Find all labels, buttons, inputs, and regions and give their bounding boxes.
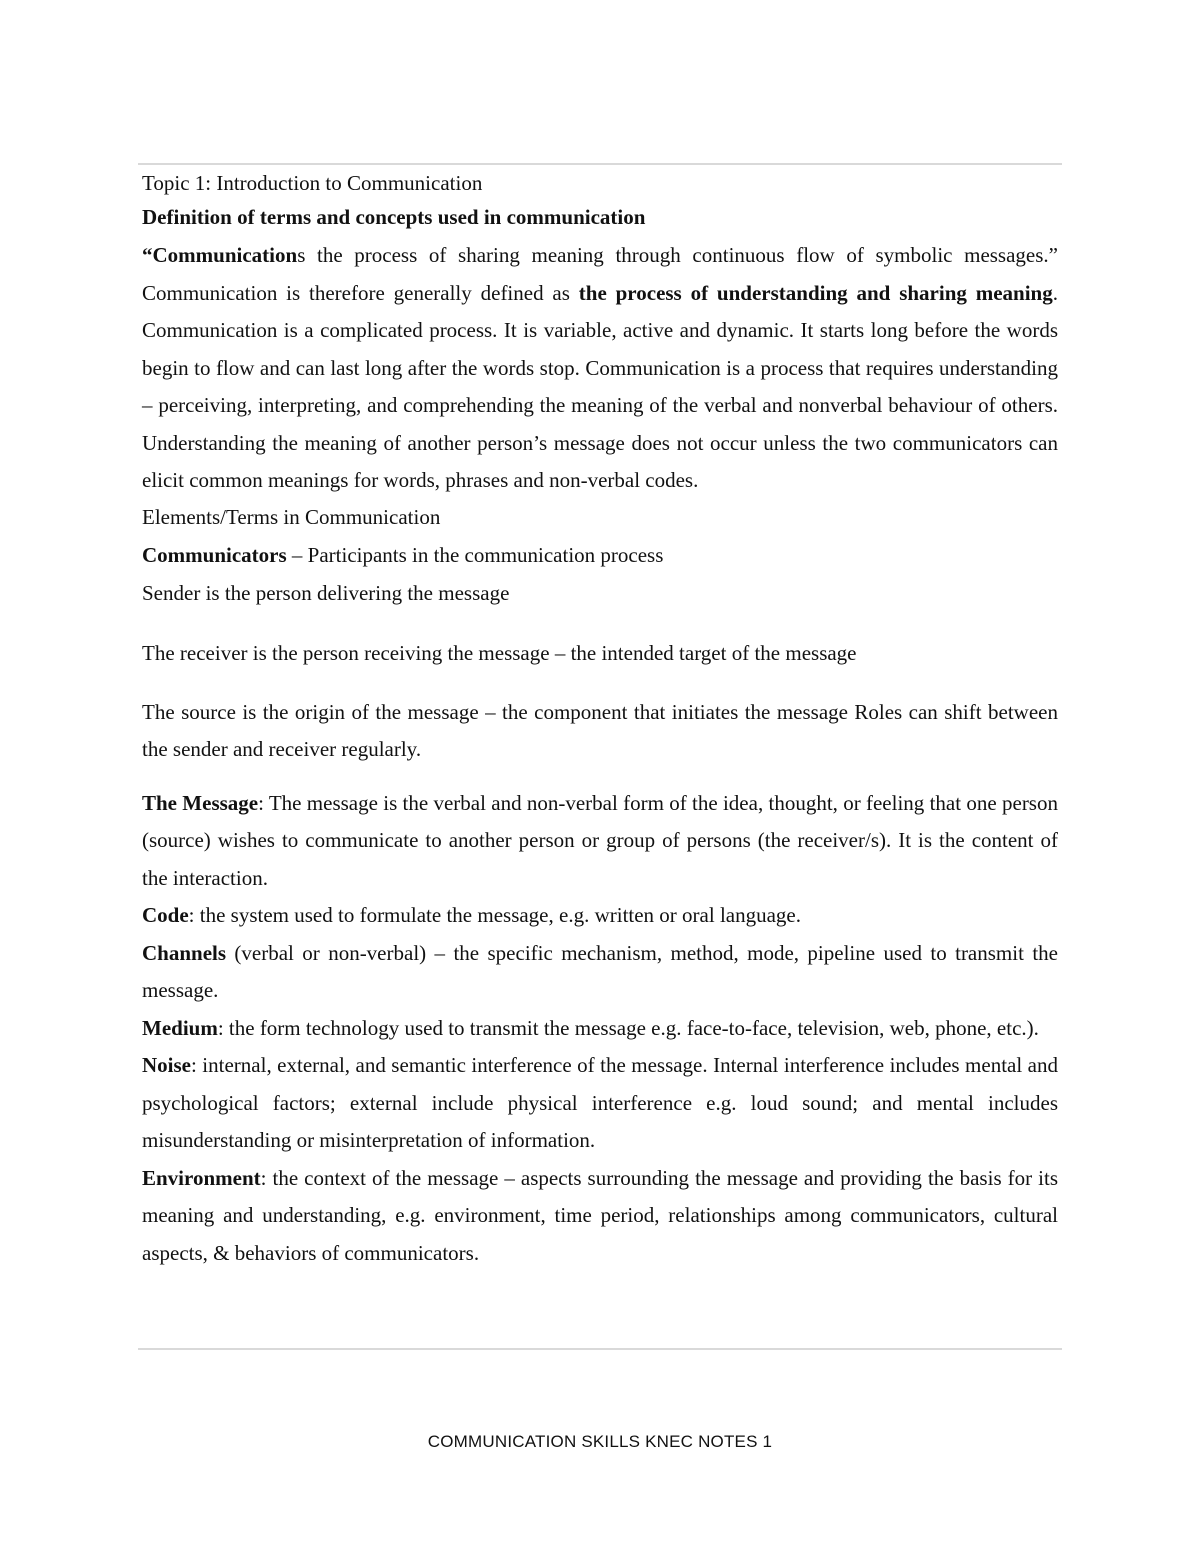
code-definition [142,897,1058,935]
topic-title: Topic 1: Introduction to Communication [142,171,483,195]
page-footer: COMMUNICATION SKILLS KNEC NOTES 1 [427,1432,773,1451]
source-definition: The source is the origin of the message – the component that initiates the message Roles can shift between the sender and receiver regularly. [142,699,1058,761]
intro-term: “Communication [142,243,298,267]
medium-term: Medium [142,1015,218,1040]
bottom-border-rule [138,1348,1062,1350]
receiver-definition: The receiver is the person receiving the message – the intended target of the message [142,640,857,665]
channels-term: Channels [142,940,227,965]
section-heading [142,200,1058,234]
noise-text: : internal, external, and semantic interference of the message. Internal interference includes mental and psychological factors; external include physical interference e.g. loud sound; and mental includes misunderstanding or misinterpretation of information. [142,1053,1058,1152]
spacer [142,769,1058,785]
intro-emphasis: the process of understanding and sharing meaning [578,280,1053,305]
message-definition [142,785,1058,898]
medium-text: : the form technology used to transmit the message e.g. face-to-face, television, web, phone, etc.). [217,1015,1039,1040]
code-text: : the system used to formulate the message, e.g. written or oral language. [188,903,801,927]
intro-after-term: s the process of sharing meaning through continuous flow of symbolic messages.” Communication is therefore generally defined as [142,243,1058,305]
environment-definition [142,1160,1058,1273]
elements-heading: Elements/Terms in Communication [142,504,441,529]
environment-text: : the context of the message – aspects surrounding the message and providing the basis for its meaning and understanding, e.g. environment, time period, relationships among communicators, cultural aspects, & behaviors of communicators. [142,1165,1058,1265]
noise-term: Noise [142,1053,191,1077]
intro-paragraph [142,237,1058,500]
code-term: Code [142,903,189,927]
page-content [142,166,1058,1272]
communicators-text: – Participants in the communication process [286,542,664,567]
spacer [142,612,1058,634]
noise-definition [142,1047,1058,1160]
channels-text: (verbal or non-verbal) – the specific mechanism, method, mode, pipeline used to transmit the message. [142,940,1058,1002]
message-text: : The message is the verbal and non-verbal form of the idea, thought, or feeling that one person (source) wishes to communicate to another person or group of persons (the receiver/s). It is the content of the interaction. [142,790,1058,890]
top-border-rule [138,163,1062,165]
spacer [142,672,1058,694]
communicators-term: Communicators [142,542,287,567]
medium-definition [142,1010,1058,1048]
message-term: The Message [142,790,259,815]
communicators-definition [142,536,1058,574]
channels-definition [142,935,1058,1010]
environment-term: Environment [142,1165,261,1190]
sender-definition: Sender is the person delivering the message [142,580,510,605]
section-heading-text: Definition of terms and concepts used in communication [142,205,646,229]
intro-rest: . Communication is a complicated process. It is variable, active and dynamic. It starts long before the words begin to flow and can last long after the words stop. Communication is a process that requires understanding – perceiving, interpreting, and comprehending the meaning of the verbal and nonverbal behaviour of others. Understanding the meaning of another person’s message does not occur unless the two communicators can elicit common meanings for words, phrases and non-verbal codes. [142,280,1058,492]
